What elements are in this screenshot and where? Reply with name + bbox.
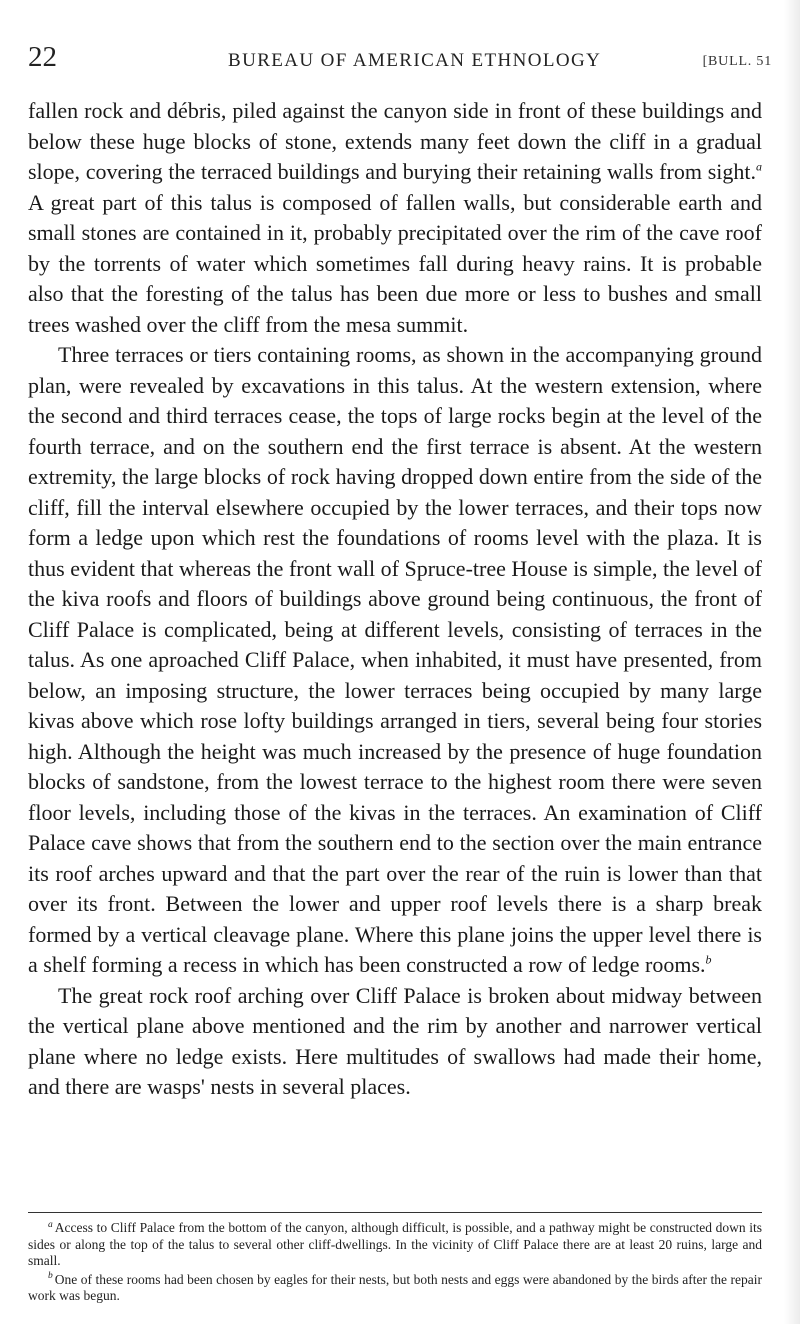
paragraph-1-text-end: A great part of this talus is composed of fallen walls, but considerable earth and small stones are contained in it, probably precipitated over the rim of the cave roof by the torrents of water which sometimes fall during heavy rains. It is probable also that the foresting of the talus has been due more or less to bushes and small trees washed over the cliff from the mesa summit.	[28, 189, 762, 337]
bulletin-reference: [BULL. 51	[702, 54, 772, 69]
page-edge-shadow	[784, 0, 800, 1324]
page-number: 22	[28, 41, 57, 73]
paragraph-2-text: Three terraces or tiers containing rooms, as shown in the accompanying ground plan, were revealed by excavations in this talus. At the western extension, where the second and third terraces cease, the tops of large rocks begin at the level of the fourth terrace, and on the southern end the first terrace is absent. At the western extremity, the large blocks of rock having dropped down entire from the side of the cliff, fill the interval elsewhere occupied by the lower terraces, and their tops now form a ledge upon which rest the foundations of rooms level with the plaza. It is thus evident that whereas the front wall of Spruce-tree House is simple, the level of the kiva roofs and floors of buildings above ground being continuous, the front of Cliff Palace is complicated, being at different levels, consisting of terraces in the talus. As one aproached Cliff Palace, when inhabited, it must have presented, from below, an imposing structure, the lower terraces being occupied by many large kivas above which rose lofty buildings arranged in tiers, several being four stories high. Although the height was much increased by the presence of huge foundation blocks of sandstone, from the lowest terrace to the highest room there were seven floor levels, including those of the kivas in the terraces. An examination of Cliff Palace cave shows that from the southern end to the section over the main entrance its roof arches upward and that the part over the rear of the ruin is lower than that over its front. Between the lower and upper roof levels there is a sharp break formed by a vertical cleavage plane. Where this plane joins the upper level there is a shelf forming a recess in which has been constructed a row of ledge rooms.	[28, 342, 762, 977]
footnote-ref-a: a	[756, 159, 762, 174]
paragraph-1	[28, 96, 762, 340]
footnotes	[28, 1220, 762, 1307]
paragraph-3: The great rock roof arching over Cliff Palace is broken about midway between the vertical plane above mentioned and the rim by another and narrower vertical plane where no ledge exists. Here multitudes of swallows had made their home, and there are wasps' nests in several places.	[28, 982, 762, 1099]
running-head: BUREAU OF AMERICAN ETHNOLOGY	[228, 50, 602, 71]
page-header	[28, 40, 772, 90]
footnote-a-mark: a	[48, 1219, 53, 1230]
footnote-a-text: Access to Cliff Palace from the bottom of the canyon, although difficult, is possible, and a pathway might be constructed down its sides or along the top of the talus to several other cliff-dwellings. In the vicinity of Cliff Palace there are at least 20 ruins, large and small.	[28, 1220, 762, 1268]
footnote-a	[28, 1220, 762, 1270]
body-text	[28, 96, 762, 1103]
footnote-b-text: One of these rooms had been chosen by eagles for their nests, but both nests and eggs were abandoned by the birds after the repair work was begun.	[28, 1271, 762, 1303]
footnote-divider	[28, 1212, 762, 1213]
paragraph-2	[28, 340, 762, 981]
paragraph-1-text-start: fallen rock and débris, piled against the canyon side in front of these buildings and below these huge blocks of stone, extends many feet down the cliff in a gradual slope, covering the terraced buildings and burying their retaining walls from sight.	[28, 98, 762, 184]
footnote-ref-b: b	[705, 952, 712, 967]
footnote-b-mark: b	[48, 1271, 53, 1281]
footnote-b	[28, 1272, 762, 1305]
